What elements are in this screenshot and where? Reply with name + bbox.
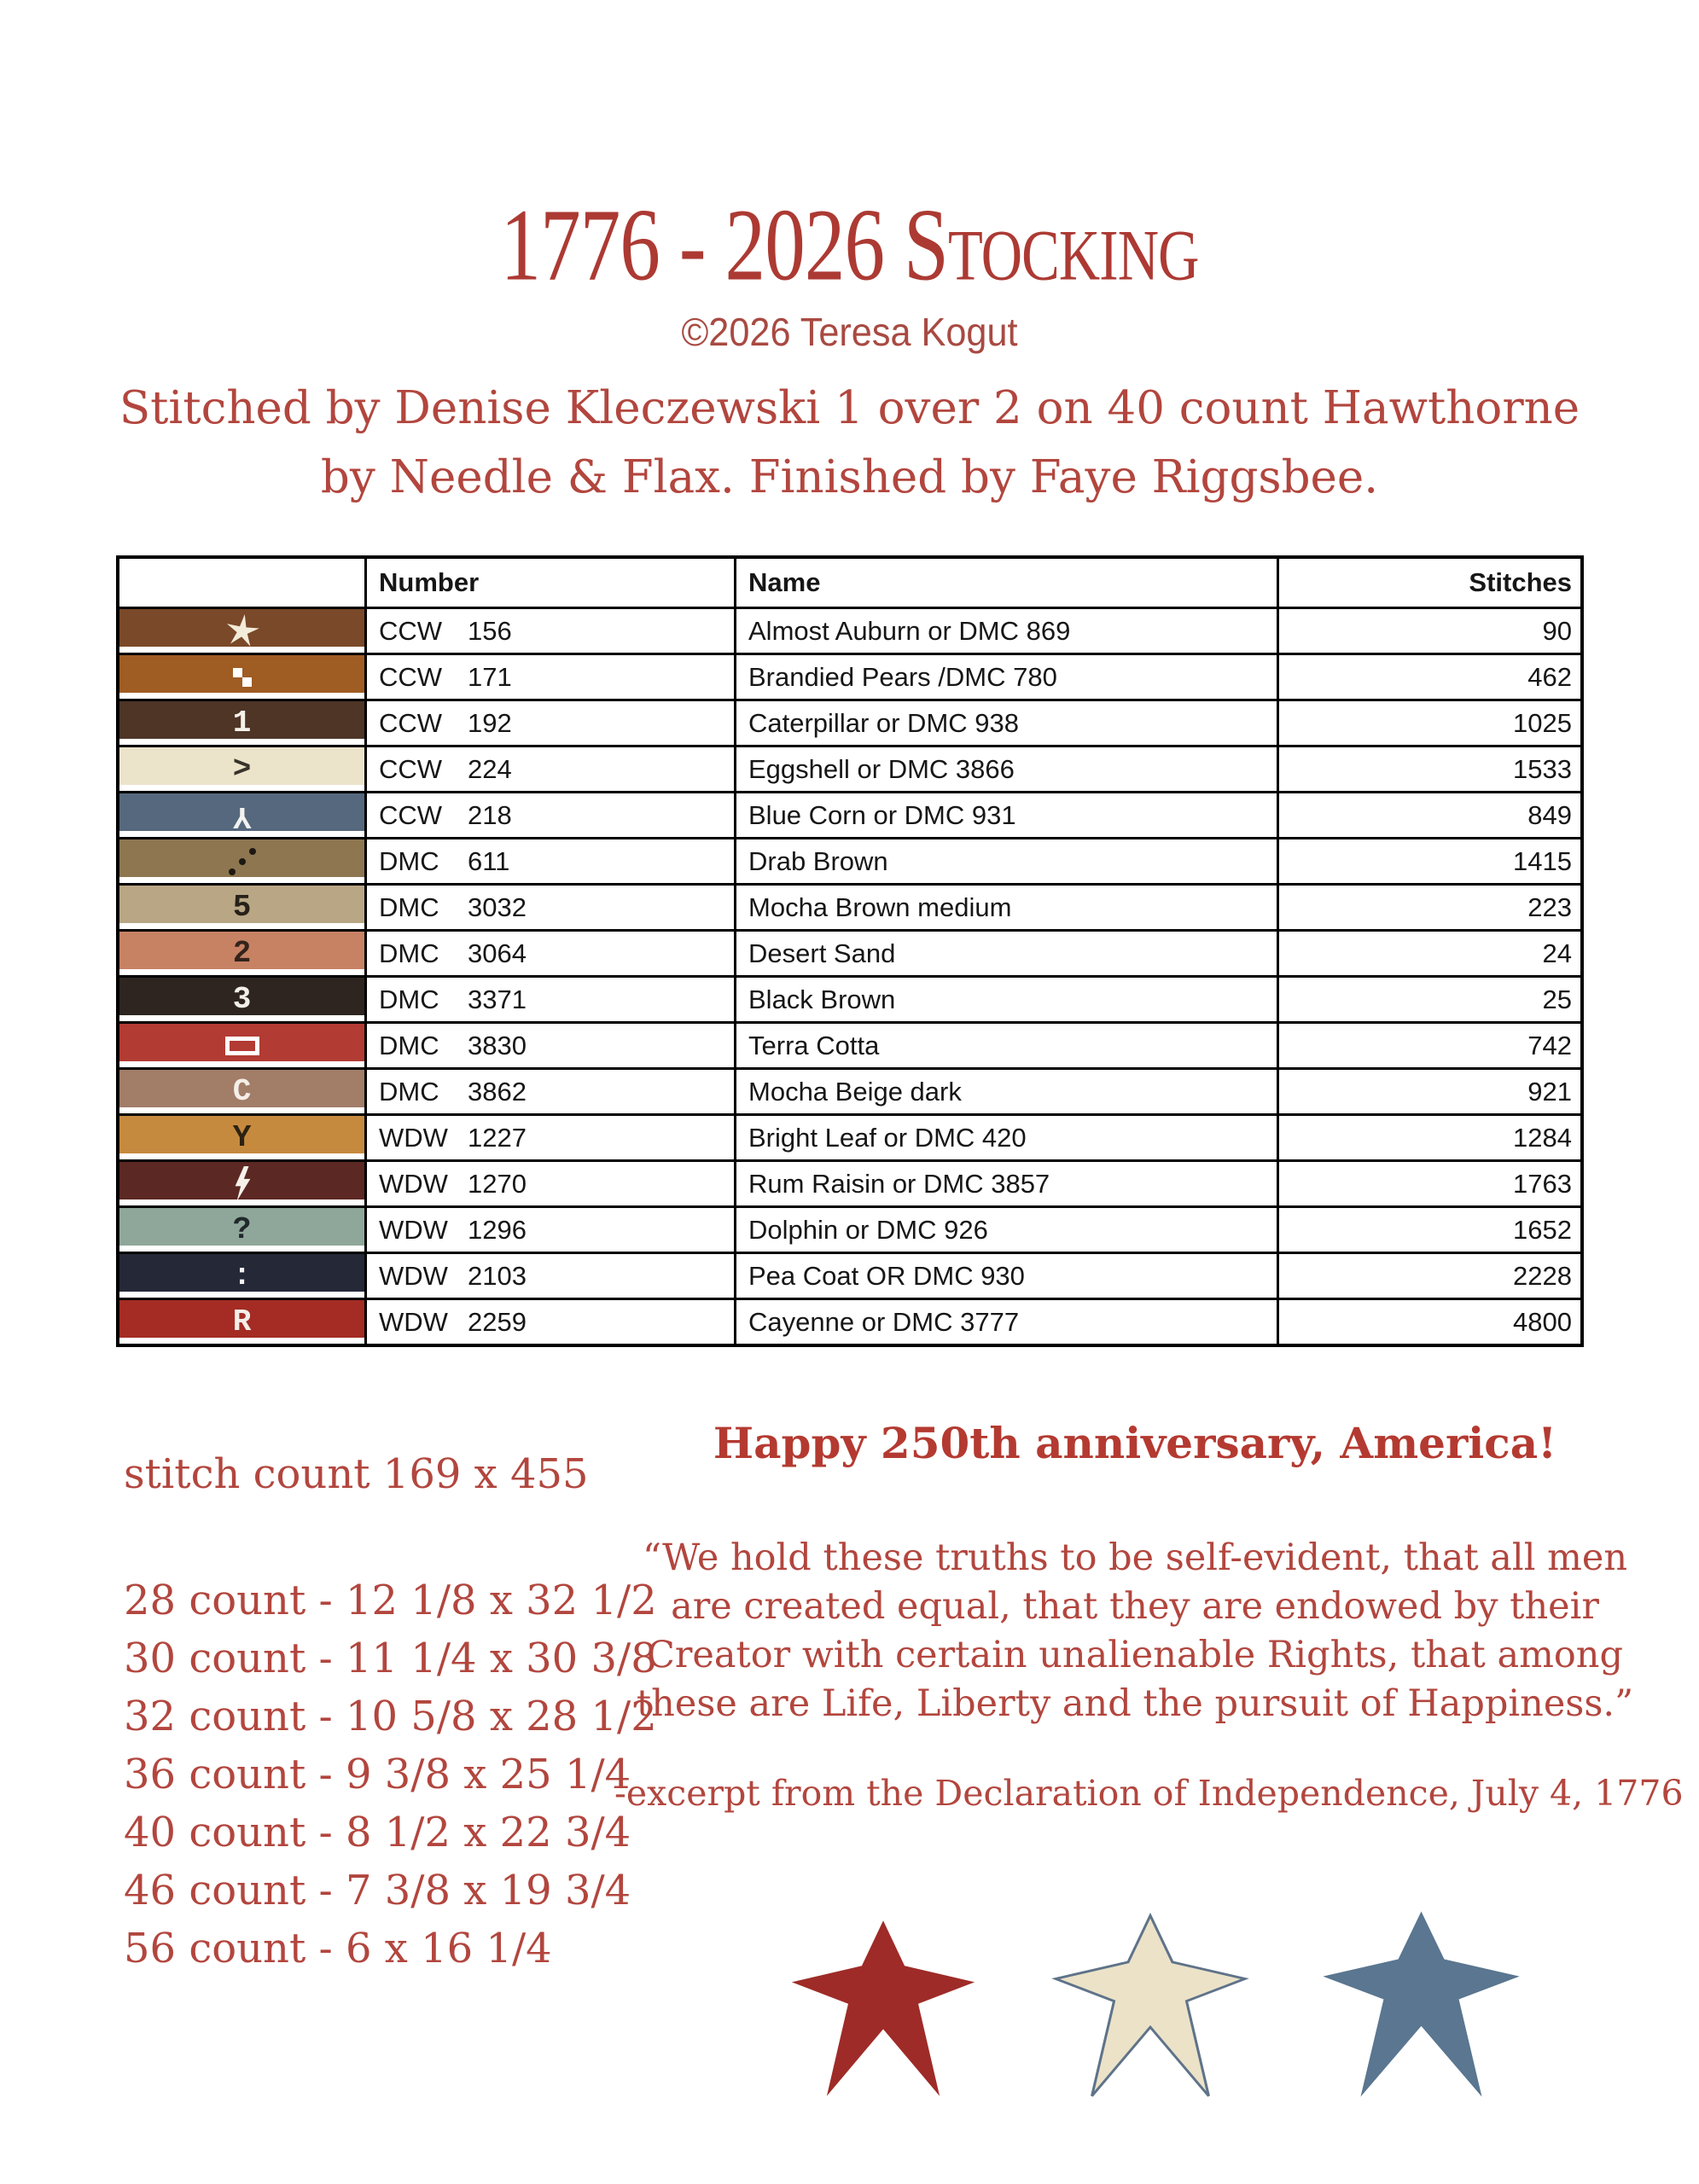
table-row <box>119 653 1580 699</box>
floss-brand: WDW <box>379 1260 448 1291</box>
color-swatch <box>119 839 364 883</box>
floss-name-cell: Mocha Brown medium <box>734 886 1277 929</box>
stitch-total-cell: 1415 <box>1277 839 1580 883</box>
floss-brand: DMC <box>379 1030 439 1060</box>
stitch-total-cell: 2228 <box>1277 1254 1580 1298</box>
fabric-size-line: 36 count - 9 3/8 x 25 1/4 <box>124 1751 631 1798</box>
floss-name-cell: Almost Auburn or DMC 869 <box>734 609 1277 653</box>
color-swatch <box>119 793 364 837</box>
symbol-glyph: ? <box>232 1211 252 1247</box>
floss-number-cell <box>364 655 734 699</box>
copyright-line: ©2026 Teresa Kogut <box>681 310 1018 354</box>
color-swatch <box>119 1162 364 1205</box>
floss-name-cell: Dolphin or DMC 926 <box>734 1208 1277 1252</box>
color-swatch <box>119 1070 364 1113</box>
symbol-glyph: 5 <box>232 889 252 925</box>
stitch-count-line: stitch count 169 x 455 <box>124 1450 589 1498</box>
color-swatch <box>119 932 364 975</box>
floss-number-cell <box>364 886 734 929</box>
floss-number-cell <box>364 1254 734 1298</box>
table-body <box>119 607 1580 1344</box>
symbol-glyph: 2 <box>232 935 252 971</box>
floss-code: 1296 <box>468 1214 527 1245</box>
floss-brand: CCW <box>379 661 443 692</box>
floss-name-cell: Blue Corn or DMC 931 <box>734 793 1277 837</box>
floss-code: 3862 <box>468 1076 527 1107</box>
color-swatch <box>119 609 364 653</box>
table-row <box>119 1252 1580 1298</box>
floss-code: 224 <box>468 753 512 784</box>
floss-code: 2103 <box>468 1260 527 1291</box>
red-star <box>786 1917 980 2098</box>
quote-attribution: -excerpt from the Declaration of Independence, July 4, 1776 <box>614 1773 1684 1814</box>
floss-code: 3830 <box>468 1030 527 1060</box>
floss-number-cell <box>364 609 734 653</box>
asterisk-star-symbol <box>224 613 261 650</box>
floss-number-cell <box>364 1208 734 1252</box>
floss-name-cell: Desert Sand <box>734 932 1277 975</box>
stitch-total-cell: 1284 <box>1277 1116 1580 1159</box>
symbol-glyph: : <box>232 1258 252 1293</box>
floss-number-cell <box>364 1162 734 1205</box>
floss-number-cell <box>364 747 734 791</box>
stitch-total-cell: 223 <box>1277 886 1580 929</box>
table-row <box>119 1067 1580 1113</box>
color-swatch <box>119 1116 364 1159</box>
stitch-total-cell: 1652 <box>1277 1208 1580 1252</box>
page-title: 1776 - 2026 Stocking <box>500 189 1199 303</box>
floss-number-cell <box>364 978 734 1021</box>
fabric-size-line: 40 count - 8 1/2 x 22 3/4 <box>124 1809 631 1856</box>
rectangle-symbol <box>225 1037 259 1055</box>
floss-code: 3371 <box>468 984 527 1014</box>
table-row <box>119 699 1580 745</box>
credit-line-1: Stitched by Denise Kleczewski 1 over 2 on 40 count Hawthorne <box>119 382 1580 434</box>
diagonal-dots-symbol <box>239 858 246 865</box>
table-row <box>119 1298 1580 1344</box>
quote-line: are created equal, that they are endowed by their <box>671 1585 1599 1628</box>
anniversary-headline: Happy 250th anniversary, America! <box>713 1418 1557 1468</box>
table-row <box>119 883 1580 929</box>
table-header-row <box>119 559 1580 607</box>
fabric-size-line: 46 count - 7 3/8 x 19 3/4 <box>124 1867 631 1914</box>
floss-name-cell: Mocha Beige dark <box>734 1070 1277 1113</box>
fabric-size-line: 56 count - 6 x 16 1/4 <box>124 1925 552 1972</box>
color-swatch <box>119 1208 364 1252</box>
floss-number-cell <box>364 1024 734 1067</box>
floss-number-cell <box>364 1300 734 1344</box>
stitch-total-cell: 849 <box>1277 793 1580 837</box>
color-swatch <box>119 701 364 745</box>
floss-name-cell: Caterpillar or DMC 938 <box>734 701 1277 745</box>
quote-line: “We hold these truths to be self-evident, that all men <box>642 1536 1628 1579</box>
floss-number-cell <box>364 701 734 745</box>
stitch-total-cell: 921 <box>1277 1070 1580 1113</box>
two-squares-symbol <box>233 668 242 677</box>
table-row <box>119 1159 1580 1205</box>
symbol-glyph: 3 <box>232 981 252 1017</box>
floss-legend-table <box>116 555 1584 1347</box>
floss-name-cell: Bright Leaf or DMC 420 <box>734 1116 1277 1159</box>
fabric-size-line: 30 count - 11 1/4 x 30 3/8 <box>124 1635 657 1682</box>
fabric-size-line: 28 count - 12 1/8 x 32 1/2 <box>124 1577 657 1624</box>
stitch-total-cell: 462 <box>1277 655 1580 699</box>
symbol-glyph: 1 <box>232 705 252 741</box>
quote-line: these are Life, Liberty and the pursuit of Happiness.” <box>636 1682 1634 1725</box>
credits-block <box>0 374 1699 512</box>
floss-number-cell <box>364 839 734 883</box>
table-row <box>119 1113 1580 1159</box>
table-row <box>119 1021 1580 1067</box>
stitch-total-cell: 1763 <box>1277 1162 1580 1205</box>
floss-code: 3064 <box>468 938 527 968</box>
color-swatch <box>119 747 364 791</box>
table-row <box>119 745 1580 791</box>
floss-number-cell <box>364 1070 734 1113</box>
floss-name-cell: Eggshell or DMC 3866 <box>734 747 1277 791</box>
stitch-total-cell: 25 <box>1277 978 1580 1021</box>
header-number-cell: Number <box>364 559 734 607</box>
floss-name-cell: Drab Brown <box>734 839 1277 883</box>
stitch-total-cell: 24 <box>1277 932 1580 975</box>
floss-brand: WDW <box>379 1214 448 1245</box>
floss-brand: WDW <box>379 1168 448 1199</box>
floss-number-cell <box>364 793 734 837</box>
floss-name-cell: Cayenne or DMC 3777 <box>734 1300 1277 1344</box>
color-swatch <box>119 886 364 929</box>
stitch-total-cell: 742 <box>1277 1024 1580 1067</box>
stitch-total-cell: 90 <box>1277 609 1580 653</box>
table-row <box>119 791 1580 837</box>
floss-name-cell: Terra Cotta <box>734 1024 1277 1067</box>
stitch-total-cell: 4800 <box>1277 1300 1580 1344</box>
floss-name-cell: Pea Coat OR DMC 930 <box>734 1254 1277 1298</box>
color-swatch <box>119 1254 364 1298</box>
floss-brand: CCW <box>379 753 443 784</box>
table-row <box>119 929 1580 975</box>
floss-code: 156 <box>468 615 512 646</box>
table-row <box>119 1205 1580 1252</box>
stitch-total-cell: 1533 <box>1277 747 1580 791</box>
floss-name-cell: Black Brown <box>734 978 1277 1021</box>
fabric-size-list <box>124 1571 657 1978</box>
floss-code: 1270 <box>468 1168 527 1199</box>
floss-name-cell: Rum Raisin or DMC 3857 <box>734 1162 1277 1205</box>
color-swatch <box>119 1300 364 1344</box>
header-symbol-cell <box>119 559 364 607</box>
fabric-size-line: 32 count - 10 5/8 x 28 1/2 <box>124 1693 657 1740</box>
symbol-glyph: R <box>232 1304 252 1339</box>
floss-brand: CCW <box>379 799 443 830</box>
floss-brand: DMC <box>379 984 439 1014</box>
floss-number-cell <box>364 1116 734 1159</box>
floss-code: 192 <box>468 707 512 738</box>
floss-brand: CCW <box>379 615 443 646</box>
floss-code: 171 <box>468 661 512 692</box>
floss-number-cell <box>364 932 734 975</box>
table-row <box>119 607 1580 653</box>
symbol-glyph: C <box>232 1073 252 1109</box>
lightning-bolt-symbol <box>230 1166 254 1202</box>
quote-line: Creator with certain unalienable Rights, that among <box>646 1634 1624 1676</box>
floss-brand: DMC <box>379 845 439 876</box>
cream-star <box>1050 1912 1251 2098</box>
symbol-glyph: Y <box>232 1119 252 1155</box>
header-stitches-cell: Stitches <box>1277 559 1580 607</box>
blue-star <box>1317 1908 1526 2099</box>
table-row <box>119 837 1580 883</box>
floss-code: 1227 <box>468 1122 527 1153</box>
color-swatch <box>119 978 364 1021</box>
floss-code: 2259 <box>468 1306 527 1337</box>
floss-code: 611 <box>468 845 510 876</box>
symbol-glyph: Y <box>232 798 252 834</box>
credit-line-2: by Needle & Flax. Finished by Faye Riggsbee. <box>320 451 1379 503</box>
color-swatch <box>119 1024 364 1067</box>
header-name-cell: Name <box>734 559 1277 607</box>
stitch-total-cell: 1025 <box>1277 701 1580 745</box>
declaration-quote <box>614 1534 1655 1728</box>
floss-brand: CCW <box>379 707 443 738</box>
symbol-glyph: > <box>232 751 252 787</box>
floss-code: 218 <box>468 799 512 830</box>
floss-brand: WDW <box>379 1306 448 1337</box>
color-swatch <box>119 655 364 699</box>
floss-name-cell: Brandied Pears /DMC 780 <box>734 655 1277 699</box>
table-row <box>119 975 1580 1021</box>
floss-brand: WDW <box>379 1122 448 1153</box>
floss-brand: DMC <box>379 938 439 968</box>
floss-brand: DMC <box>379 892 439 922</box>
floss-brand: DMC <box>379 1076 439 1107</box>
floss-code: 3032 <box>468 892 527 922</box>
